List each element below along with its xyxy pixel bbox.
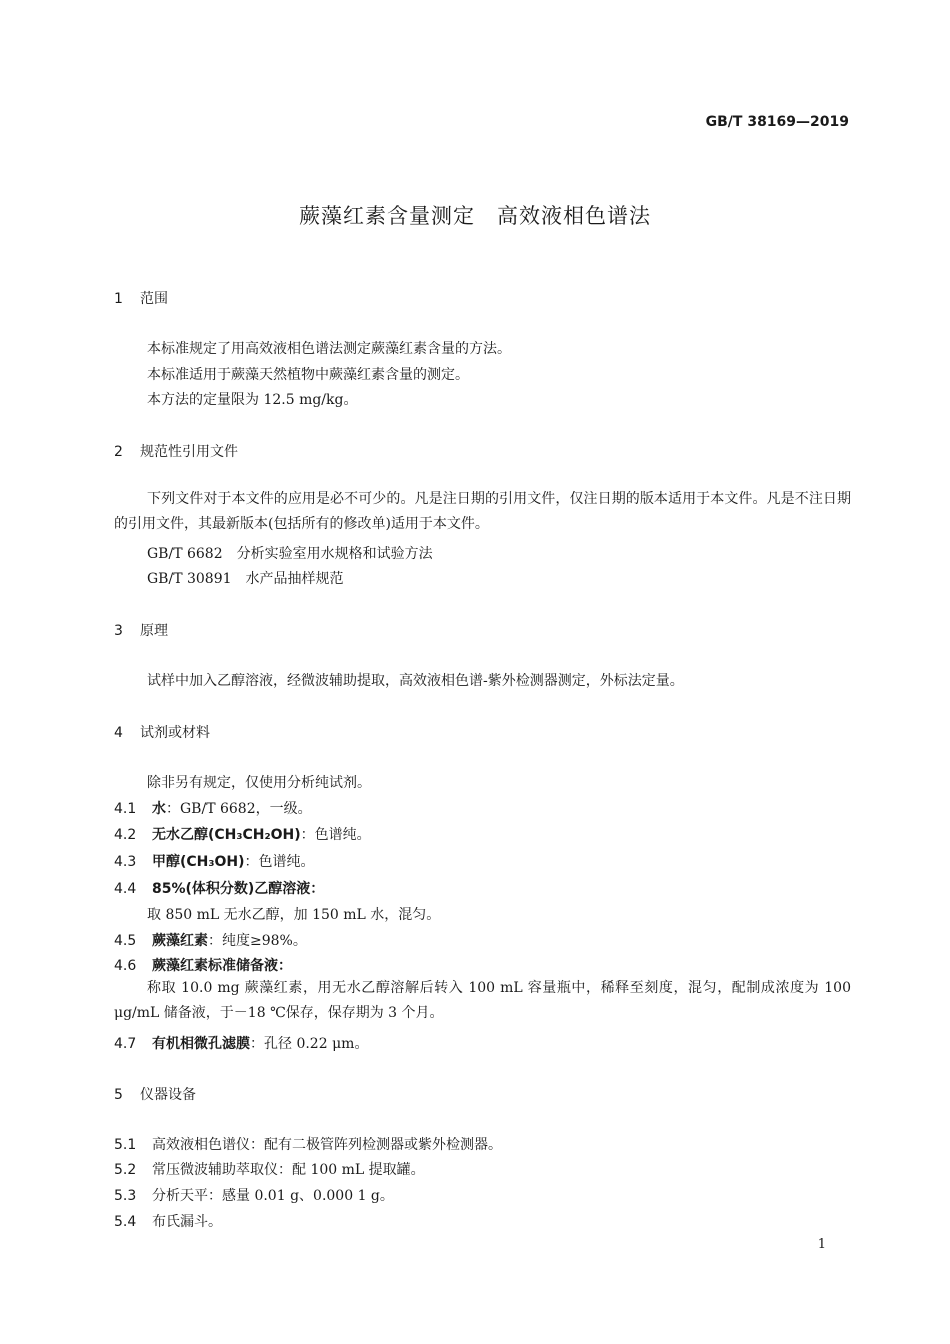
item-term: 85%(体积分数)乙醇溶液： — [152, 881, 325, 897]
section-number: 3 — [114, 623, 123, 639]
item-term: 蕨藻红素 — [152, 933, 208, 949]
item-number: 5.2 — [114, 1162, 137, 1178]
paragraph: 本标准规定了用高效液相色谱法测定蕨藻红素含量的方法。 — [147, 341, 511, 357]
item-term: 水 — [152, 801, 166, 817]
item-term: 甲醇(CH₃OH) — [152, 854, 245, 870]
item-text: ：GB/T 6682，一级。 — [166, 801, 312, 817]
item-text: ：色谱纯。 — [244, 854, 315, 870]
item-text: 高效液相色谱仪：配有二极管阵列检测器或紫外检测器。 — [152, 1137, 502, 1153]
item-number: 4.2 — [114, 827, 137, 843]
paragraph: 下列文件对于本文件的应用是必不可少的。凡是注日期的引用文件，仅注日期的版本适用于本文件。凡是不注日期的引用文件，其最新版本(包括所有的修改单)适用于本文件。 — [114, 491, 851, 532]
list-item — [114, 824, 371, 844]
section-title: 原理 — [140, 623, 168, 639]
list-item — [114, 1159, 425, 1179]
section-title: 仪器设备 — [140, 1087, 196, 1103]
item-number: 5.3 — [114, 1188, 137, 1204]
section-title: 规范性引用文件 — [140, 444, 238, 460]
list-item — [114, 878, 324, 898]
list-item — [114, 930, 307, 950]
section-2-heading — [114, 441, 238, 461]
list-item — [114, 1185, 394, 1205]
item-text: ：纯度≥98%。 — [208, 933, 307, 949]
item-text: 布氏漏斗。 — [152, 1214, 222, 1230]
item-text: ：孔径 0.22 μm。 — [250, 1036, 369, 1052]
document-title: 蕨藻红素含量测定 高效液相色谱法 — [299, 204, 651, 228]
paragraph: 本方法的定量限为 12.5 mg/kg。 — [147, 392, 358, 408]
item-number: 5.4 — [114, 1214, 137, 1230]
section-title: 范围 — [140, 291, 168, 307]
item-text: ：色谱纯。 — [300, 827, 371, 843]
item-text: 常压微波辅助萃取仪：配 100 mL 提取罐。 — [152, 1162, 425, 1178]
item-number: 5.1 — [114, 1137, 137, 1153]
paragraph: 试样中加入乙醇溶液，经微波辅助提取，高效液相色谱-紫外检测器测定，外标法定量。 — [147, 673, 684, 689]
item-number: 4.6 — [114, 958, 137, 974]
section-number: 4 — [114, 725, 123, 741]
paragraph: 取 850 mL 无水乙醇，加 150 mL 水，混匀。 — [147, 907, 441, 923]
item-number: 4.5 — [114, 933, 137, 949]
paragraph: 本标准适用于蕨藻天然植物中蕨藻红素含量的测定。 — [147, 367, 469, 383]
paragraph: 除非另有规定，仅使用分析纯试剂。 — [147, 775, 371, 791]
list-item — [114, 1033, 368, 1053]
item-number: 4.1 — [114, 801, 137, 817]
standard-code: GB/T 38169—2019 — [705, 114, 849, 130]
section-number: 2 — [114, 444, 123, 460]
section-title: 试剂或材料 — [140, 725, 210, 741]
section-number: 1 — [114, 291, 123, 307]
item-term: 无水乙醇(CH₃CH₂OH) — [152, 827, 301, 843]
list-item — [114, 798, 312, 818]
section-number: 5 — [114, 1087, 123, 1103]
section-4-heading — [114, 722, 210, 742]
reference-item: GB/T 30891 水产品抽样规范 — [147, 571, 344, 587]
item-term: 有机相微孔滤膜 — [152, 1036, 250, 1052]
item-number: 4.4 — [114, 881, 137, 897]
section-1-heading — [114, 288, 168, 308]
section-5-heading — [114, 1084, 196, 1104]
section-3-heading — [114, 620, 168, 640]
item-number: 4.3 — [114, 854, 137, 870]
list-item — [114, 1211, 222, 1231]
paragraph: 称取 10.0 mg 蕨藻红素，用无水乙醇溶解后转入 100 mL 容量瓶中，稀释至刻度，混匀，配制成浓度为 100 μg/mL 储备液，于－18 ℃保存，保存期为 3 个月。 — [114, 980, 851, 1021]
item-number: 4.7 — [114, 1036, 137, 1052]
list-item — [114, 955, 292, 975]
page-number: 1 — [817, 1237, 826, 1252]
list-item — [114, 851, 315, 871]
list-item — [114, 1134, 502, 1154]
item-text: 分析天平：感量 0.01 g、0.000 1 g。 — [152, 1188, 394, 1204]
item-term: 蕨藻红素标准储备液： — [152, 958, 292, 974]
reference-item: GB/T 6682 分析实验室用水规格和试验方法 — [147, 546, 433, 562]
